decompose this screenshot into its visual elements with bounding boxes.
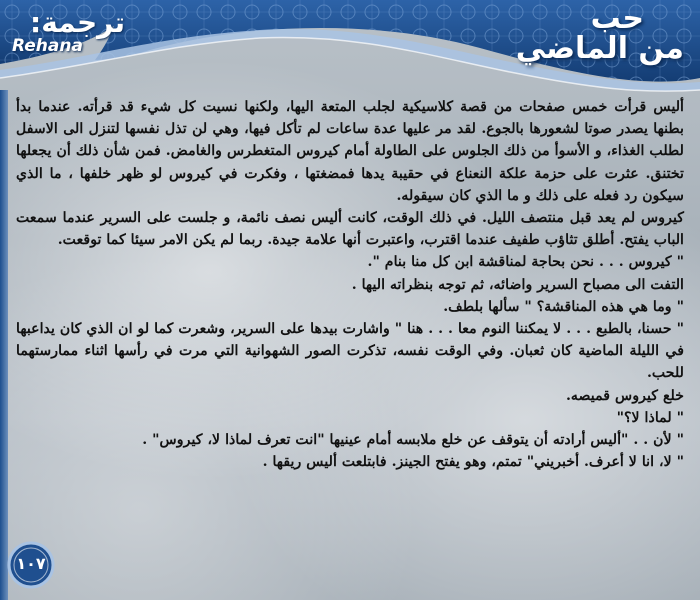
paragraph: أليس قرأت خمس صفحات من قصة كلاسيكية لجلب المتعة اليها، ولكنها نسيت كل شيء قد قرأته. عندما بدأ بطنها يصدر صوتا لشعورها بالجوع. لقد مر عليها عدة ساعات لم تأكل فيها، وهي لن تذل نفسها لتنزل الى الاسفل لطلب الغذاء، و الأسوأ من ذلك الجلوس على الطاولة أمام كيروس المتغطرس والغامض. فمن شأن ذلك أن يجعلها تختنق. عثرت على حزمة علكة النعناع في حقيبة يدها فمضغتها ، وفكرت في كيروس لو ظهر خلفها ، ما الذي سيكون رد فعله على ذلك و ما الذي كان سيقوله.: [16, 99, 684, 204]
page-number: ١٠٧: [16, 554, 46, 573]
paragraph: خلع كيروس قميصه.: [565, 387, 684, 404]
chapter-title: [464, 1, 684, 66]
left-edge-decoration: [0, 90, 8, 600]
paragraph: " لا، انا لا أعرف. أخبريني" تمتم، وهو يفتح الجينز. فابتلعت أليس ريقها .: [262, 454, 684, 471]
paragraph: " كيروس . . . نحن بحاجة لمناقشة ابن كل منا بنام ".: [367, 254, 684, 271]
translator-label: ترجمة:: [30, 6, 126, 39]
paragraph: " لماذا لا؟": [616, 409, 684, 426]
story-text: [16, 96, 684, 586]
paragraph: " لأن . . "أليس أرادته أن يتوقف عن خلع ملابسه أمام عينيها "انت تعرف لماذا لا، كيروس" .: [142, 432, 684, 449]
title-line-1: حب: [590, 1, 644, 36]
paragraph: كيروس لم يعد قبل منتصف الليل. في ذلك الوقت، كانت أليس نصف نائمة، و جلست على السرير عندما سمعت الباب يفتح. أطلق تثاؤب طفيف عندما اقترب، واعتبرت أنها علامة جيدة. ربما لم يكن الامر سيئا كما توقعت.: [16, 210, 684, 249]
paragraph: " وما هي هذه المناقشة؟ " سألها بلطف.: [443, 298, 684, 315]
translator-name: Rehana: [12, 36, 83, 56]
paragraph: " حسنا، بالطبع . . . لا يمكننا النوم معا . . . هنا " واشارت بيدها على السرير، وشعرت كما لو ان الذي كان يداعبها في الليلة الماضية كان ثعبان. وفي الوقت نفسه، تذكرت الصور الشهوانية التي مرت في رأسها اثناء ممارستهما للحب.: [16, 321, 684, 382]
header-banner: [0, 0, 700, 92]
title-line-2: من الماضي: [515, 31, 684, 66]
paragraph: التفت الى مصباح السرير واضائه، ثم توجه بنظراته اليها .: [351, 276, 684, 293]
